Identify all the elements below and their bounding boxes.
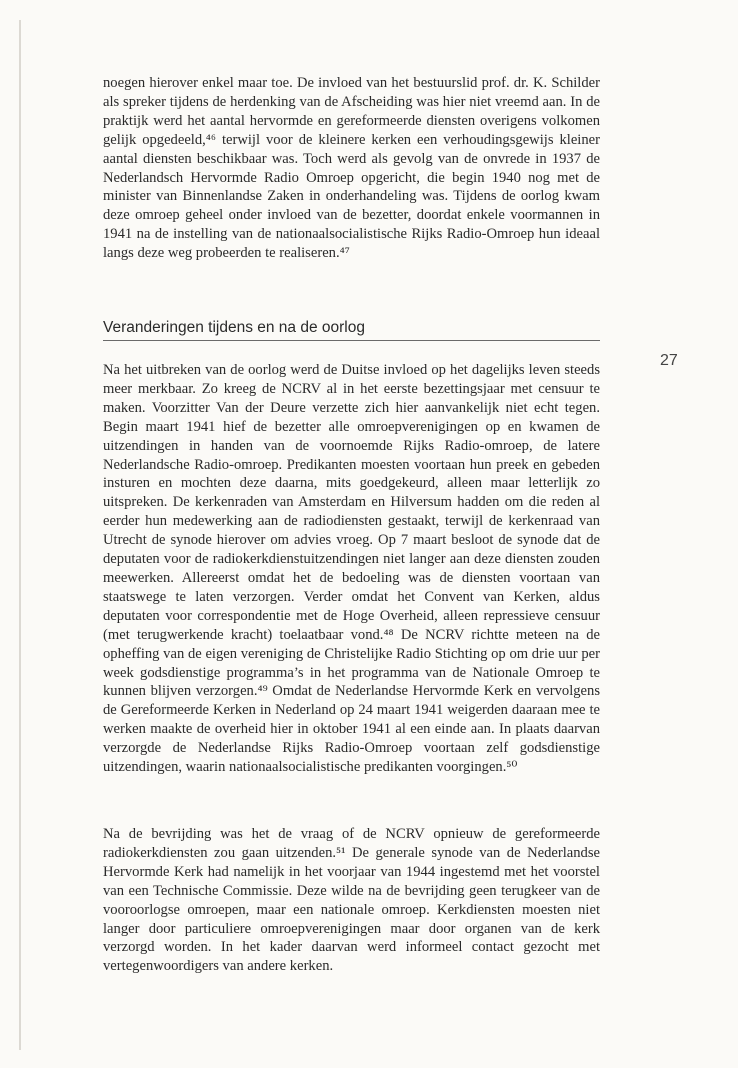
paragraph-1: noegen hierover enkel maar toe. De invloed van het bestuurslid prof. dr. K. Schilder als spreker tijdens de herdenking van de Afscheiding was hier niet vreemd aan. In de praktijk werd het aantal hervormde en gereformeerde diensten overigens volkomen gelijk opgedeeld,⁴⁶ terwijl voor de kleinere kerken een verhoudingsgewijs kleiner aantal diensten beschikbaar was. Toch werd als gevolg van de onvrede in 1937 de Nederlandsch Hervormde Radio Omroep opgericht, die begin 1940 nog met de minister van Binnenlandse Zaken in onderhandeling was. Tijdens de oorlog kwam deze omroep geheel onder invloed van de bezetter, doordat enkele voormannen in 1941 na de instelling van de nationaalsocialistische Rijks Radio-Omroep hun ideaal langs deze weg probeerden te realiseren.⁴⁷ bbox=[103, 75, 600, 262]
paragraph-3: Na de bevrijding was het de vraag of de NCRV opnieuw de gereformeerde radiokerkdiensten zou gaan uitzenden.⁵¹ De generale synode van de Nederlandse Hervormde Kerk had namelijk in het voorjaar van 1944 ingestemd met het voorstel van een Technische Commissie. Deze wilde na de bevrijding geen terugkeer van de vooroorlogse omroepen, maar een nationale omroep. Kerkdiensten moesten niet langer door particuliere omroepverenigingen maar door organen van de kerk verzorgd worden. In het kader daarvan werd informeel contact gezocht met vertegenwoordigers van andere kerken. bbox=[103, 826, 600, 975]
section-heading bbox=[103, 319, 600, 341]
paragraph-2: Na het uitbreken van de oorlog werd de Duitse invloed op het dagelijks leven steeds meer merkbaar. Zo kreeg de NCRV al in het eerste bezettingsjaar met censuur te maken. Voorzitter Van der Deure verzette zich hier aanvankelijk niet echt tegen. Begin maart 1941 hief de bezetter alle omroepverenigingen op en kwamen de uitzendingen in handen van de voornoemde Rijks Radio-omroep, de latere Nederlandsche Radio-omroep. Predikanten moesten voortaan hun preek en gebeden insturen en mochten deze daarna, mits goedgekeurd, alleen maar letterlijk zo uitspreken. De kerkenraden van Amsterdam en Hilversum hadden om die reden al eerder hun medewerking aan de radiodiensten gestaakt, terwijl de kerkenraad van Utrecht de synode hierover om advies vroeg. Op 7 maart besloot de synode dat de deputaten voor de radiokerkdienstuitzendingen niet langer aan deze diensten zouden meewerken. Allereerst omdat het de bedoeling was de diensten voortaan van staatswege te laten verzorgen. Verder omdat het Convent van Kerken, aldus deputaten voor correspondentie met de Hoge Overheid, alleen repressieve censuur (met terugwerkende kracht) toelaatbaar vond.⁴⁸ De NCRV richtte meteen na de opheffing van de eigen vereniging de Christelijke Radio Stichting op om drie uur per week godsdienstige programma’s in het programma van de Nationale Omroep te kunnen blijven verzorgen.⁴⁹ Omdat de Nederlandse Hervormde Kerk en vervolgens de Gereformeerde Kerken in Nederland op 24 maart 1941 weigerden daaraan mee te werken maakte de overheid hier in oktober 1941 al een einde aan. In plaats daarvan verzorgde de Nederlandse Rijks Radio-Omroep voortaan zelf godsdienstige uitzendingen, waarin nationaalsocialistische predikanten voorgingen.⁵⁰ bbox=[103, 362, 600, 776]
page-number: 27 bbox=[660, 352, 678, 369]
page-gutter-line bbox=[19, 20, 21, 1050]
section-heading-text: Veranderingen tijdens en na de oorlog bbox=[103, 319, 365, 336]
